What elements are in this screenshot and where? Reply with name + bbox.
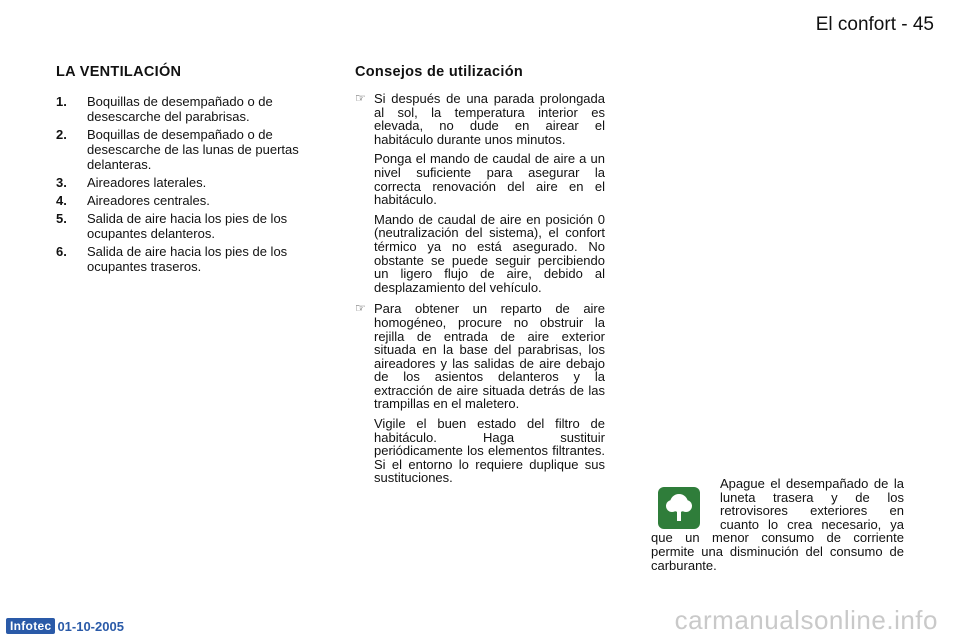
item-text: Salida de aire hacia los pies de los ocupantes traseros. (87, 244, 288, 274)
tip-paragraph: Si después de una parada prolongada al sol, la temperatura interior es elevada, no dude en airear el habitáculo durante unos minutos. (374, 91, 605, 147)
tip-paragraph: Ponga el mando de caudal de aire a un nivel suficiente para asegurar la correcta renovación del aire en el habitáculo. (374, 151, 605, 208)
eco-tip (651, 477, 904, 572)
eco-tip-text: Apague el desempañado de la luneta trasera y de los retrovisores exteriores en cuanto lo crea necesario, ya que un menor consumo de corriente permite una disminución del consumo de carburante. (651, 476, 904, 573)
list-item (56, 94, 316, 124)
tip-item (355, 92, 605, 300)
tip-paragraph: Mando de caudal de aire en posición 0 (neutralización del sistema), el confort térmico ya no está asegurado. No obstante se puede seguir percibiendo un ligero flujo de aire, debido al desplazamiento del vehículo. (374, 211, 605, 295)
item-number: 4. (56, 193, 67, 208)
list-item (56, 244, 316, 274)
item-number: 6. (56, 244, 67, 259)
item-text: Salida de aire hacia los pies de los ocupantes delanteros. (87, 211, 288, 241)
pointing-hand-icon: ☞ (355, 91, 366, 105)
item-text: Aireadores laterales. (87, 175, 207, 190)
item-text: Boquillas de desempañado o de desescarche del parabrisas. (87, 94, 273, 124)
ventilation-list (56, 94, 316, 274)
list-item (56, 127, 316, 172)
item-number: 1. (56, 94, 67, 109)
brand-logo: Infotec (6, 618, 55, 634)
list-item (56, 211, 316, 241)
usage-tips-section (355, 64, 605, 491)
item-number: 5. (56, 211, 67, 226)
tree-icon (658, 487, 700, 529)
list-item (56, 175, 316, 190)
page-header: El confort - 45 (815, 14, 934, 35)
ventilation-section (56, 64, 316, 277)
item-number: 2. (56, 127, 67, 142)
section-title: Consejos de utilización (355, 64, 524, 80)
tip-paragraph: Para obtener un reparto de aire homogéneo, procure no obstruir la rejilla de entrada de aire exterior situada en la base del parabrisas, los aireadores y las salidas de aire debajo de los asientos delanteros y la extracción de aire situada detrás de las trampillas en el maletero. (374, 301, 605, 412)
pointing-hand-icon: ☞ (355, 301, 366, 316)
item-text: Aireadores centrales. (87, 193, 210, 208)
watermark: carmanualsonline.info (674, 605, 938, 635)
footer-brand (6, 618, 124, 634)
section-title: LA VENTILACIÓN (56, 64, 182, 80)
tip-paragraph: Vigile el buen estado del filtro de habitáculo. Haga sustituir periódicamente los elementos filtrantes. Si el entorno lo requiere duplique sus sustituciones. (374, 416, 605, 486)
item-text: Boquillas de desempañado o de desescarche de las lunas de puertas delanteras. (87, 127, 299, 172)
item-number: 3. (56, 175, 67, 190)
list-item (56, 193, 316, 208)
print-date: 01-10-2005 (57, 618, 124, 634)
tip-item (355, 302, 605, 491)
